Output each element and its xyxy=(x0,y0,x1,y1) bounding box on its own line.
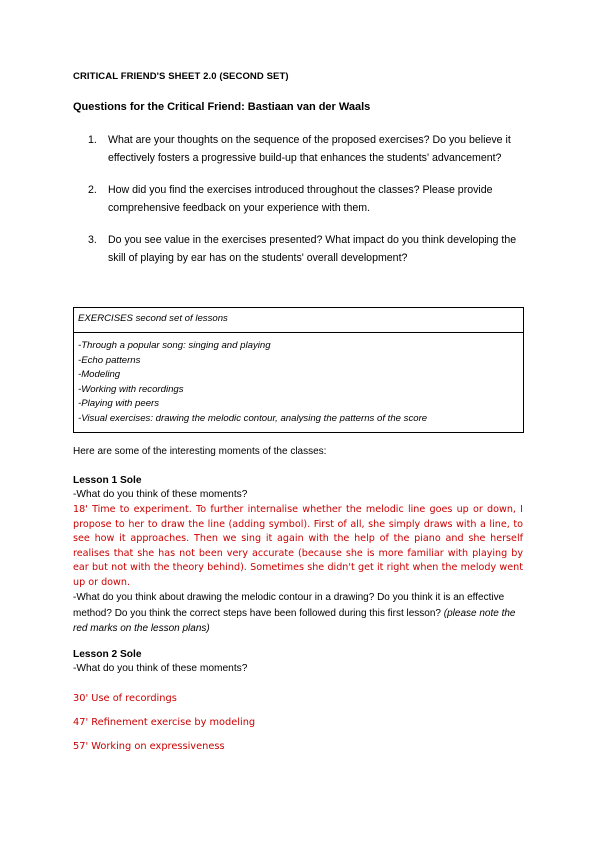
lesson1-question-text: -What do you think about drawing the melodic contour in a drawing? Do you think it is an effective method? Do you think the correct steps have been followed during this first lesson? xyxy=(73,592,505,619)
exercise-item: -Playing with peers xyxy=(78,398,160,409)
exercises-table xyxy=(73,307,524,433)
lesson1-question xyxy=(73,590,528,637)
exercise-item: -Working with recordings xyxy=(78,383,184,395)
question-item xyxy=(88,181,518,217)
document-subtitle: Questions for the Critical Friend: Bastiaan van der Waals xyxy=(73,101,371,113)
questions-list xyxy=(88,131,518,281)
question-number: 2. xyxy=(88,184,97,196)
lesson1-title: Lesson 1 Sole xyxy=(73,475,142,486)
intro-text: Here are some of the interesting moments of the classes: xyxy=(73,446,327,457)
exercise-item: -Visual exercises: drawing the melodic contour, analysing the patterns of the score xyxy=(78,412,428,424)
lesson2-moment: 57' Working on expressiveness xyxy=(73,741,225,752)
lesson2-moment: 30' Use of recordings xyxy=(73,693,177,704)
exercises-table-header: EXERCISES second set of lessons xyxy=(74,308,523,333)
lesson2-moment: 47' Refinement exercise by modeling xyxy=(73,717,256,728)
exercise-item: -Echo patterns xyxy=(78,354,141,366)
question-item xyxy=(88,231,518,267)
lesson2-title: Lesson 2 Sole xyxy=(73,649,142,660)
exercise-item: -Modeling xyxy=(78,369,121,380)
question-number: 1. xyxy=(88,134,97,146)
document-title: CRITICAL FRIEND'S SHEET 2.0 (SECOND SET) xyxy=(73,71,289,82)
lesson1-prompt: -What do you think of these moments? xyxy=(73,489,248,500)
question-item xyxy=(88,131,518,167)
exercise-item: -Through a popular song: singing and playing xyxy=(78,340,271,351)
lesson1-note: (please note the red marks on the lesson plans) xyxy=(73,607,516,634)
question-text: How did you find the exercises introduced throughout the classes? Please provide comprehensive feedback on your experience with them. xyxy=(108,184,493,214)
lesson2-prompt: -What do you think of these moments? xyxy=(73,663,248,674)
question-number: 3. xyxy=(88,234,97,246)
exercises-list xyxy=(74,333,523,432)
question-text: What are your thoughts on the sequence of the proposed exercises? Do you believe it effectively fosters a progressive build-up that enhances the students' advancement? xyxy=(108,134,511,164)
lesson1-moment: 18' Time to experiment. To further internalise whether the melodic line goes up or down, I propose to her to draw the line (adding symbol). First of all, she simply draws with a line, to see how it approaches. Then we sing it again with the help of the piano and she herself realises that she has not been very accurate (because she is more familiar with playing by ear but not with the theory behind). Sometimes she didn't get it right when the melody went up or down. xyxy=(73,504,523,588)
question-text: Do you see value in the exercises presented? What impact do you think developing the skill of playing by ear has on the students' overall development? xyxy=(108,234,517,264)
